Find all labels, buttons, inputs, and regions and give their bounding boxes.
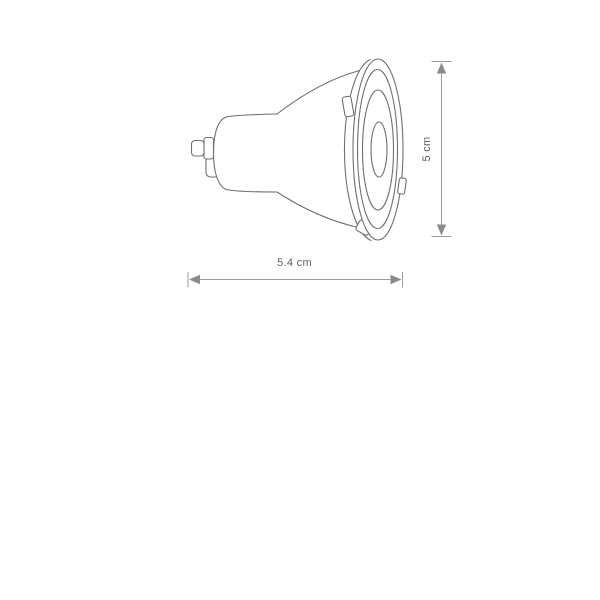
rim-tab-top [342,96,354,117]
width-dimension-label: 5.4 cm [277,257,312,269]
height-dimension-label: 5 cm [420,136,433,162]
face-inner-rim-ellipse [358,70,398,229]
width-arrowhead-right-icon [391,275,402,284]
width-dimension [188,257,403,288]
gu10-front-pin-collar [204,138,214,160]
bulb-base-body [214,114,278,192]
height-arrowhead-up-icon [437,63,446,74]
width-arrowhead-left-icon [189,275,200,284]
height-dimension [421,62,452,237]
gu10-front-pin-cap [192,141,205,157]
bulb-drawing [192,59,407,241]
rim-tab-right [397,178,406,195]
reflector-bell-bottom-curve [277,192,358,228]
height-arrowhead-down-icon [437,225,446,236]
